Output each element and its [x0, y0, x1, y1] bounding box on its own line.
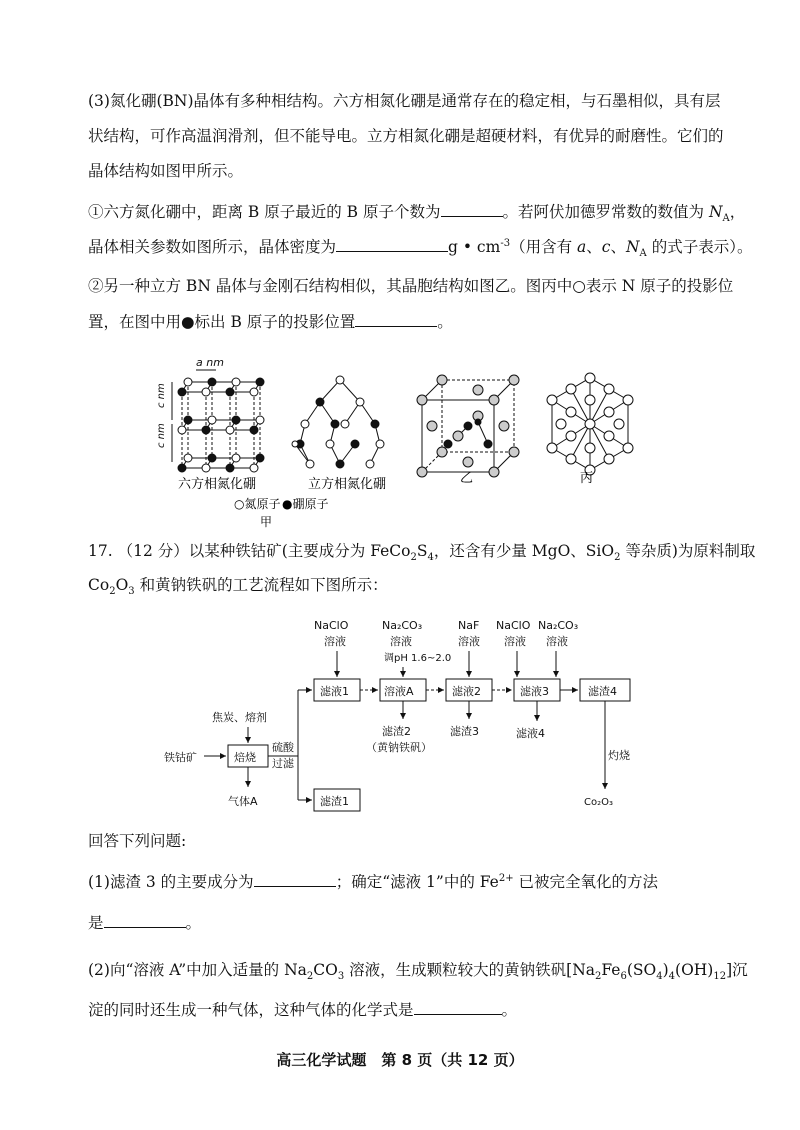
answer-blank[interactable] — [336, 236, 448, 252]
projection-bing — [547, 373, 633, 475]
cubic-bn-structure — [292, 376, 384, 468]
q17-line1: 17. （12 分）以某种铁钴矿(主要成分为 $FeCo_2S_4$，还含有少量 MgO、SiO$_2$ 等杂质)为原料制取 — [88, 542, 756, 564]
q16-intro-line2: 状结构，可作高温润滑剂，但不能导电。立方相氮化硼是超硬材料，有优异的耐磨性。它们的 — [88, 127, 724, 145]
legend-nitrogen: ○氮原子 — [234, 497, 281, 511]
svg-text:铁钴矿: 铁钴矿 — [164, 751, 197, 764]
svg-text:溶液: 溶液 — [324, 635, 346, 648]
q17-2-line1: (2)向“溶液 A”中加入适量的 $Na_2CO_3$ 溶液，生成颗粒较大的黄钠铁矾$[Na_2Fe_6(SO_4)_4(OH)_{12}]$沉 — [88, 961, 748, 983]
process-flow-diagram — [160, 615, 640, 815]
svg-text:滤液1: 滤液1 — [320, 685, 349, 698]
answer-blank[interactable] — [254, 871, 336, 887]
cubic-bn-label: 立方相氮化硼 — [308, 477, 387, 492]
svg-text:调pH 1.6~2.0: 调pH 1.6~2.0 — [384, 653, 452, 664]
answer-blank[interactable] — [355, 311, 437, 327]
q16-intro-line1: (3)氮化硼(BN)晶体有多种相结构。六方相氮化硼是通常存在的稳定相，与石墨相似，具有层 — [88, 92, 721, 110]
q17-line2: $Co_2O_3$ 和黄钠铁矾的工艺流程如下图所示： — [88, 576, 388, 598]
answer-prompt: 回答下列问题: — [88, 832, 187, 850]
hexagonal-bn-structure — [156, 356, 260, 468]
svg-text:溶液: 溶液 — [504, 635, 526, 648]
q17-1-line1: (1)滤渣 3 的主要成分为 ；确定“滤液 1”中的 $Fe^{2+}$ 已被完全氧化的方法 — [88, 872, 659, 891]
svg-text:Na₂CO₃: Na₂CO₃ — [382, 619, 423, 632]
q16-sub2-line2: 置，在图中用●标出 B 原子的投影位置 。 — [88, 313, 453, 331]
svg-text:滤液3: 滤液3 — [520, 685, 549, 698]
q16-sub2-line1: ②另一种立方 BN 晶体与金刚石结构相似，其晶胞结构如图乙。图丙中○表示 N 原子的投影位 — [88, 277, 734, 295]
svg-text:滤液4: 滤液4 — [516, 727, 545, 740]
page-footer: 高三化学试题 第 8 页（共 12 页） — [276, 1051, 524, 1069]
svg-text:滤渣2: 滤渣2 — [382, 725, 411, 738]
answer-blank[interactable] — [414, 999, 502, 1015]
answer-blank[interactable] — [104, 912, 186, 928]
svg-text:c nm: c nm — [156, 383, 167, 408]
q16-intro-line3: 晶体结构如图甲所示。 — [88, 162, 244, 180]
svg-text:NaF: NaF — [458, 619, 480, 632]
svg-text:NaClO: NaClO — [314, 619, 349, 632]
svg-text:滤渣1: 滤渣1 — [320, 795, 349, 808]
svg-text:焦炭、熔剂: 焦炭、熔剂 — [212, 711, 267, 724]
svg-text:c nm: c nm — [156, 423, 167, 448]
svg-text:Co₂O₃: Co₂O₃ — [584, 797, 613, 808]
yi-label: 乙 — [460, 471, 474, 486]
q17-1-line2: 是 。 — [88, 914, 202, 932]
q16-sub1-line2: 晶体相关参数如图所示，晶体密度为 g • $cm^{-3}$（用含有 a、c、$N_A$ 的式子表示）。 — [88, 237, 753, 260]
svg-text:a nm: a nm — [196, 356, 224, 369]
bn-crystal-figures — [156, 352, 640, 532]
answer-blank[interactable] — [441, 201, 503, 217]
svg-text:溶液: 溶液 — [390, 635, 412, 648]
svg-text:滤渣3: 滤渣3 — [450, 725, 479, 738]
bing-label: 丙 — [580, 471, 594, 486]
unit-cell-yi — [417, 375, 519, 477]
q16-sub1-line1: ①六方氮化硼中，距离 B 原子最近的 B 原子个数为 。若阿伏加德罗常数的数值为 $N_A$， — [88, 203, 746, 225]
svg-text:Na₂CO₃: Na₂CO₃ — [538, 619, 579, 632]
svg-text:溶液: 溶液 — [458, 635, 480, 648]
svg-text:焙烧: 焙烧 — [234, 751, 256, 764]
svg-text:灼烧: 灼烧 — [608, 749, 630, 762]
svg-text:溶液A: 溶液A — [384, 685, 414, 698]
svg-text:NaClO: NaClO — [496, 619, 531, 632]
svg-text:滤液2: 滤液2 — [452, 685, 481, 698]
hex-bn-label: 六方相氮化硼 — [178, 477, 257, 492]
svg-text:硫酸: 硫酸 — [272, 741, 294, 754]
svg-text:过滤: 过滤 — [272, 757, 294, 770]
svg-text:气体A: 气体A — [228, 795, 258, 808]
svg-text:（黄钠铁矾）: （黄钠铁矾） — [366, 741, 432, 754]
jia-label: 甲 — [260, 515, 273, 529]
svg-text:滤渣4: 滤渣4 — [588, 685, 617, 698]
legend-boron: ●硼原子 — [282, 497, 329, 511]
svg-text:溶液: 溶液 — [546, 635, 568, 648]
q17-2-line2: 淀的同时还生成一种气体，这种气体的化学式是 。 — [88, 1001, 518, 1019]
